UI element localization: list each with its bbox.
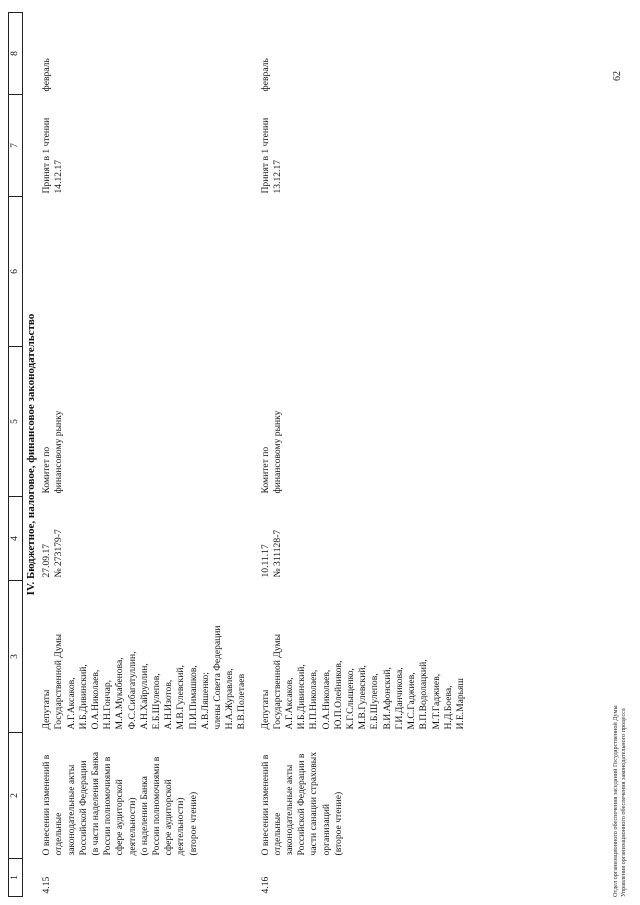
bill-authors-line: О.А.Николаев, bbox=[320, 669, 332, 730]
bill-status-line: 13.12.17 bbox=[271, 159, 283, 194]
bill-title-line: (второе чтение) bbox=[187, 791, 199, 856]
bill-registration bbox=[250, 497, 468, 581]
bill-authors-line: А.Н.Хайруллин, bbox=[138, 663, 150, 730]
bill-authors-line: И.Б.Дивинский, bbox=[296, 664, 308, 730]
bill-authors-line: члены Совета Федерации bbox=[212, 625, 224, 730]
footer-line: Управления организационного обеспечения законодательного процесса bbox=[620, 708, 627, 897]
bill-authors-line: А.Г.Аксаков, bbox=[284, 677, 296, 730]
bill-authors-line: М.В.Гулевский, bbox=[175, 665, 187, 730]
bill-title-line: законодательные акты bbox=[284, 764, 296, 856]
bill-title-line: сфере аудиторской bbox=[114, 779, 126, 856]
responsible-committee-line: финансовому рынку bbox=[271, 410, 283, 494]
bill-title-line: части санации страховых bbox=[308, 751, 320, 856]
bill-authors-line: Депутаты bbox=[41, 689, 53, 730]
section-header-row bbox=[23, 13, 41, 897]
bill-title-line: отдельные bbox=[271, 812, 283, 856]
bill-title-line: Российской Федерации в bbox=[296, 753, 308, 856]
bill-number: № 311128-7 bbox=[271, 529, 283, 578]
responsible-committee-line: Комитет по bbox=[41, 446, 53, 494]
bill-authors-line: Г.И.Данчикова, bbox=[393, 667, 405, 730]
bill-authors-line: Н.А.Журавлев, bbox=[224, 668, 236, 730]
bill-row bbox=[40, 13, 249, 897]
bill-date: 27.09.17 bbox=[41, 543, 53, 578]
bill-authors-line: И.Б.Дивинский, bbox=[77, 664, 89, 730]
bill-status bbox=[40, 95, 249, 197]
item-number: 4.15 bbox=[41, 876, 53, 894]
bill-status-line: Принят в 1 чтении bbox=[41, 117, 53, 194]
bill-authors-line: Государственной Думы bbox=[271, 633, 283, 730]
bill-row bbox=[250, 13, 468, 897]
bill-authors-line: М.С.Гаджиев, bbox=[406, 672, 418, 730]
bill-status bbox=[250, 95, 468, 197]
bill-authors bbox=[40, 581, 249, 733]
column-number: 4 bbox=[9, 497, 23, 581]
bill-authors-line: Ю.П.Олейников, bbox=[332, 660, 344, 730]
column-number: 2 bbox=[9, 733, 23, 859]
responsible-committee bbox=[40, 347, 249, 497]
bill-authors-line: А.Г.Аксаков, bbox=[65, 677, 77, 730]
bill-authors-line: О.А.Николаев, bbox=[90, 669, 102, 730]
bill-authors-line: В.П.Водолацкий, bbox=[418, 659, 430, 730]
bill-authors-line: К.Г.Слыщенко, bbox=[345, 668, 357, 730]
bill-title-line: деятельности) bbox=[126, 797, 138, 856]
bill-title-line: России полномочиями в bbox=[102, 756, 114, 856]
column-6-cell bbox=[250, 197, 468, 347]
column-number: 6 bbox=[9, 197, 23, 347]
bill-status-line: 14.12.17 bbox=[53, 159, 65, 194]
bill-authors-line: Е.Б.Шулепов, bbox=[151, 673, 163, 730]
planned-month: февраль bbox=[41, 58, 53, 92]
planned-month: февраль bbox=[259, 58, 271, 92]
responsible-committee bbox=[250, 347, 468, 497]
responsible-committee-line: Комитет по bbox=[259, 446, 271, 494]
column-number: 5 bbox=[9, 347, 23, 497]
bill-authors-line: И.Е.Марьяш bbox=[454, 678, 466, 730]
bill-authors-line: М.А.Мукабенова, bbox=[114, 657, 126, 730]
bill-authors-line: Ф.С.Сибагатуллин, bbox=[126, 651, 138, 730]
bill-status-line: Принят в 1 чтении bbox=[259, 117, 271, 194]
section-title: IV. Бюджетное, налоговое, финансовое законодательство bbox=[25, 313, 37, 596]
bill-date: 10.11.17 bbox=[259, 544, 271, 578]
bill-title bbox=[250, 733, 468, 859]
bill-authors-line: Н.Н.Гончар, bbox=[102, 679, 114, 730]
bill-title-line: сфере аудиторской bbox=[163, 779, 175, 856]
responsible-committee-line: финансовому рынку bbox=[53, 410, 65, 494]
bill-authors-line: М.В.Гулевский, bbox=[357, 665, 369, 730]
column-number: 8 bbox=[9, 13, 23, 95]
bill-authors-line: А.Н.Изотов, bbox=[163, 679, 175, 730]
bill-authors-line: П.И.Пимашков, bbox=[187, 665, 199, 730]
bill-title-line: Российской Федерации bbox=[77, 760, 89, 856]
bill-title-line: (второе чтение) bbox=[332, 791, 344, 856]
footer bbox=[612, 705, 628, 897]
bill-authors-line: М.Т.Гаджиев, bbox=[430, 673, 442, 730]
bill-title-line: организаций bbox=[320, 803, 332, 856]
bill-title-line: О внесении изменений в bbox=[41, 754, 53, 856]
column-number-row bbox=[9, 13, 23, 897]
bill-number: № 273179-7 bbox=[53, 529, 65, 578]
bill-title-line: деятельности) bbox=[175, 797, 187, 856]
footer-line: Отдел организационного обеспечения заседаний Государственной Думы bbox=[612, 705, 619, 897]
bill-authors-line: Е.Б.Шулепов, bbox=[369, 673, 381, 730]
bill-registration bbox=[40, 497, 249, 581]
item-number: 4.16 bbox=[259, 876, 271, 894]
bill-title-line: (о наделении Банка bbox=[138, 776, 150, 856]
column-6-cell bbox=[40, 197, 249, 347]
bill-authors-line: Н.П.Николаев, bbox=[308, 669, 320, 730]
bill-title-line: О внесении изменений в bbox=[259, 754, 271, 856]
bill-authors bbox=[250, 581, 468, 733]
page-number: 62 bbox=[612, 71, 623, 81]
bill-title-line: отдельные bbox=[53, 812, 65, 856]
bill-title-line: (в части наделения Банка bbox=[90, 751, 102, 856]
column-number: 3 bbox=[9, 581, 23, 733]
bill-authors-line: В.И.Афонский, bbox=[381, 667, 393, 730]
column-number: 7 bbox=[9, 95, 23, 197]
column-number: 1 bbox=[9, 859, 23, 897]
bill-title-line: законодательные акты bbox=[65, 764, 77, 856]
bill-authors-line: Депутаты bbox=[259, 689, 271, 730]
bill-authors-line: А.В.Ляшенко; bbox=[199, 672, 211, 730]
bill-authors-line: Н.Д.Боева, bbox=[442, 685, 454, 730]
bill-authors-line: В.В.Полетаев bbox=[236, 673, 248, 730]
legislation-table bbox=[8, 12, 468, 897]
bill-authors-line: Государственной Думы bbox=[53, 633, 65, 730]
bill-title-line: России полномочиями в bbox=[151, 756, 163, 856]
bill-title bbox=[40, 733, 249, 859]
